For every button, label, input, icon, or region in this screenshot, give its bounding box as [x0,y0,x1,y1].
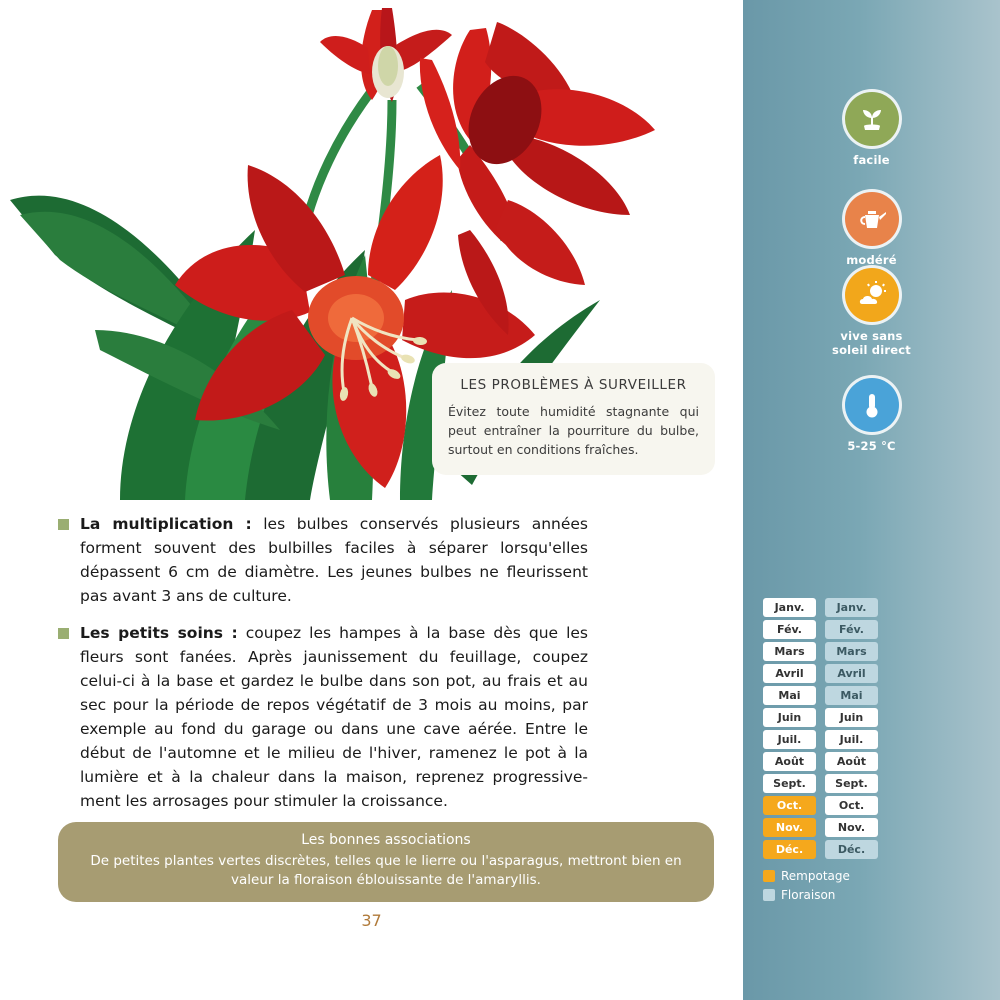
associations-title: Les bonnes associations [301,832,471,848]
month-cell: Mars [763,642,816,661]
months-calendar [763,598,983,907]
paragraph-rest: les bulbes conservés plusieurs années forment souvent des bulbilles faciles à séparer lorsqu'elles dépassent 6 cm de diamètre. Les jeunes bulbes ne fleurissent pas avant 3 ans de culture. [80,515,588,605]
month-cell: Fév. [825,620,878,639]
month-cell: Janv. [825,598,878,617]
legend-item-floraison [763,888,983,902]
month-cell: Avril [763,664,816,683]
sidebar-icon-caption-second: soleil direct [832,343,911,357]
article-body [58,512,588,826]
thermometer-glyph [858,390,886,420]
month-cell: Mars [825,642,878,661]
watering-can-icon [845,192,899,246]
sidebar-icon-caption: facile [853,153,890,167]
legend-label: Floraison [781,888,836,902]
paragraph-lead: La multiplication : [80,515,252,533]
sidebar-icon-block-temperature [743,378,1000,453]
month-cell: Nov. [825,818,878,837]
legend-label: Rempotage [781,869,850,883]
page-number: 37 [361,911,382,930]
month-cell: Déc. [825,840,878,859]
months-column-2 [825,598,878,859]
bullet-square-icon [58,628,69,639]
month-cell: Mai [825,686,878,705]
bullet-square-icon [58,519,69,530]
month-cell: Sept. [825,774,878,793]
paragraph-text [80,621,588,813]
month-cell: Juil. [763,730,816,749]
months-grid [763,598,983,859]
paragraph-text [80,512,588,608]
legend-swatch-icon [763,889,775,901]
paragraph-rest: coupez les hampes à la base dès que les fleurs sont fanées. Après jaunissement du feuillage, coupez celui-ci à la base et gardez le bulbe dans son pot, au frais et au sec pour la période de repos végétatif de 3 mois au moins, par exemple au fond du garage ou dans une cave aérée. Entre le début de l'automne et le milieu de l'hiver, ramenez le pot à la lumière et à la chaleur dans la maison, reprenez progressive-ment les arrosages pour stimuler la croissance. [80,624,589,810]
watering-can-glyph [856,204,888,234]
month-cell: Juin [825,708,878,727]
month-cell: Janv. [763,598,816,617]
sidebar-icon-caption: modéré [846,253,897,267]
month-cell: Déc. [763,840,816,859]
sidebar-icon-caption: 5-25 °C [847,439,896,453]
callout-body: Évitez toute humidité stagnante qui peut entraîner la pourriture du bulbe, surtout en conditions fraîches. [448,404,699,457]
month-cell: Oct. [763,796,816,815]
month-cell: Juin [763,708,816,727]
legend-swatch-icon [763,870,775,882]
month-cell: Août [763,752,816,771]
month-cell: Juil. [825,730,878,749]
plant-sprout-icon [845,92,899,146]
paragraph-petits-soins [58,621,588,813]
sidebar-icon-block-watering [743,192,1000,267]
sidebar-icon-block-light [743,268,1000,357]
legend-item-rempotage [763,869,983,883]
sun-cloud-glyph [856,280,888,310]
thermometer-icon [845,378,899,432]
associations-body: De petites plantes vertes discrètes, telles que le lierre ou l'asparagus, mettront bien en valeur la floraison éblouissante de l'amaryllis. [90,853,682,888]
month-cell: Nov. [763,818,816,837]
paragraph-multiplication [58,512,588,608]
month-cell: Mai [763,686,816,705]
calendar-legend [763,869,983,902]
paragraph-lead: Les petits soins : [80,624,238,642]
month-cell: Août [825,752,878,771]
month-cell: Avril [825,664,878,683]
months-column-1 [763,598,816,859]
plant-sprout-glyph [857,104,887,134]
sidebar-icon-block-difficulty [743,92,1000,167]
sun-cloud-icon [845,268,899,322]
month-cell: Oct. [825,796,878,815]
associations-band [58,822,714,902]
month-cell: Sept. [763,774,816,793]
problems-callout [432,363,715,475]
info-sidebar [743,0,1000,1000]
sidebar-icon-caption: vive sans [840,329,903,343]
month-cell: Fév. [763,620,816,639]
callout-title: LES PROBLÈMES À SURVEILLER [460,377,687,393]
